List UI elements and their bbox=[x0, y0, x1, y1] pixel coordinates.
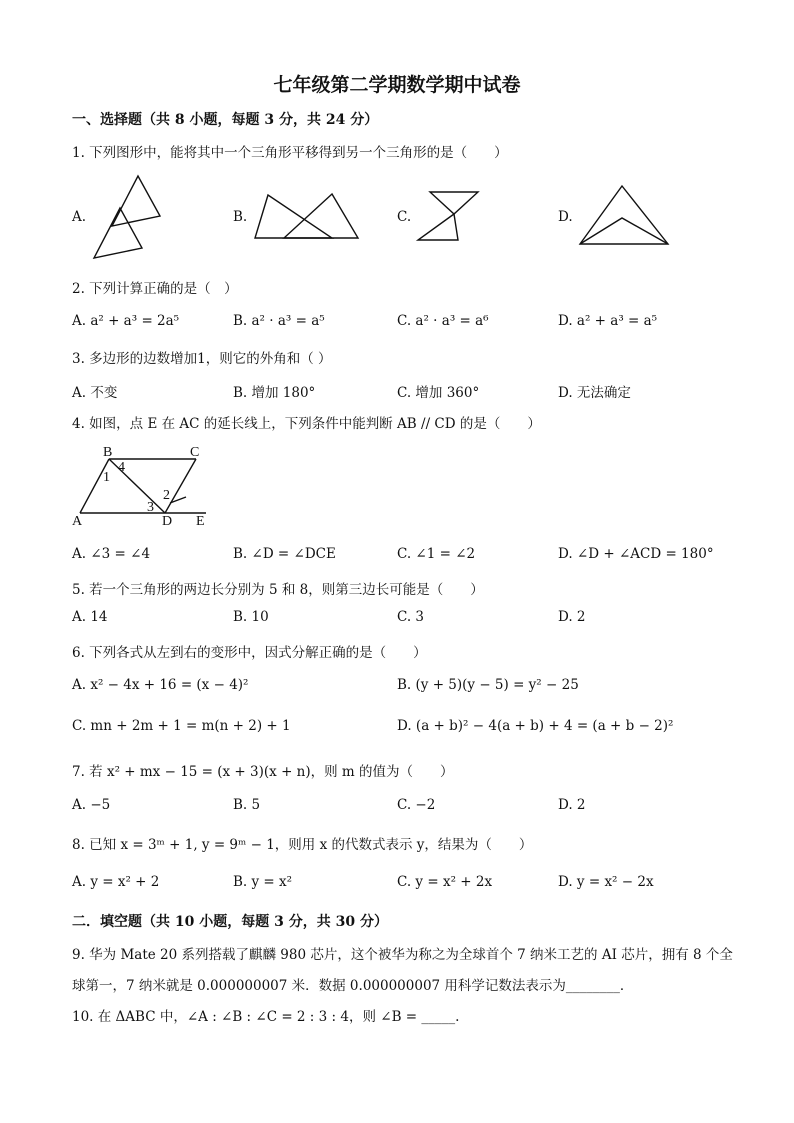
label-C: C bbox=[190, 445, 200, 460]
q4-option-c: C. ∠1 = ∠2 bbox=[397, 546, 476, 562]
q2-option-c: C. a² · a³ = a⁶ bbox=[397, 313, 489, 329]
q1-option-d-label: D. bbox=[558, 209, 573, 225]
q7-option-d: D. 2 bbox=[558, 797, 586, 813]
q7-option-a: A. −5 bbox=[72, 797, 111, 813]
q7-option-c: C. −2 bbox=[397, 797, 436, 813]
q8-option-a: A. y = x² + 2 bbox=[72, 874, 160, 890]
question-9-line-1: 9. 华为 Mate 20 系列搭载了麒麟 980 芯片，这个被华为称之为全球首个 7 纳米工艺的 AI 芯片，拥有 8 个全 bbox=[72, 947, 733, 963]
question-6-stem: 6. 下列各式从左到右的变形中，因式分解正确的是（ ） bbox=[72, 645, 427, 661]
question-1-stem: 1. 下列图形中，能将其中一个三角形平移得到另一个三角形的是（ ） bbox=[72, 145, 508, 161]
q2-option-b: B. a² · a³ = a⁵ bbox=[233, 313, 325, 329]
q1-option-a-label: A. bbox=[72, 209, 87, 225]
q2-option-d: D. a² + a³ = a⁵ bbox=[558, 313, 658, 329]
page-title: 七年级第二学期数学期中试卷 bbox=[273, 74, 521, 96]
q5-option-a: A. 14 bbox=[72, 609, 108, 625]
label-angle-3: 3 bbox=[147, 500, 154, 515]
label-A: A bbox=[72, 514, 83, 529]
label-angle-2: 2 bbox=[163, 488, 170, 503]
section-heading-choice: 一、选择题（共 8 小题，每题 3 分，共 24 分） bbox=[72, 112, 379, 128]
q6-option-b: B. (y + 5)(y − 5) = y² − 25 bbox=[397, 677, 579, 693]
question-7-stem: 7. 若 x² + mx − 15 = (x + 3)(x + n)，则 m 的值为（ ） bbox=[72, 764, 454, 780]
q1-option-c-label: C. bbox=[397, 209, 412, 225]
q5-option-d: D. 2 bbox=[558, 609, 586, 625]
q2-option-a: A. a² + a³ = 2a⁵ bbox=[72, 313, 180, 329]
q5-option-b: B. 10 bbox=[233, 609, 269, 625]
q6-option-c: C. mn + 2m + 1 = m(n + 2) + 1 bbox=[72, 718, 291, 734]
label-D: D bbox=[162, 514, 173, 529]
q8-option-b: B. y = x² bbox=[233, 874, 293, 890]
q6-option-a: A. x² − 4x + 16 = (x − 4)² bbox=[72, 677, 249, 693]
q4-option-a: A. ∠3 = ∠4 bbox=[72, 546, 151, 562]
question-10-stem: 10. 在 ΔABC 中，∠A : ∠B : ∠C = 2 : 3 : 4，则 ∠B = _____. bbox=[72, 1009, 460, 1025]
q4-option-d: D. ∠D + ∠ACD = 180° bbox=[558, 546, 714, 562]
q4-geometry-figure bbox=[0, 0, 794, 560]
question-9-line-2: 球第一，7 纳米就是 0.000000007 米．数据 0.000000007 用科学记数法表示为________． bbox=[72, 978, 634, 994]
q5-option-c: C. 3 bbox=[397, 609, 425, 625]
q3-option-d: D. 无法确定 bbox=[558, 385, 631, 401]
q4-option-b: B. ∠D = ∠DCE bbox=[233, 546, 336, 562]
label-B: B bbox=[103, 445, 113, 460]
q7-option-b: B. 5 bbox=[233, 797, 261, 813]
q3-option-c: C. 增加 360° bbox=[397, 385, 480, 401]
section-heading-fill-in: 二．填空题（共 10 小题，每题 3 分，共 30 分） bbox=[72, 914, 388, 930]
question-5-stem: 5. 若一个三角形的两边长分别为 5 和 8，则第三边长可能是（ ） bbox=[72, 582, 484, 598]
question-4-stem: 4. 如图，点 E 在 AC 的延长线上，下列条件中能判断 AB // CD 的是（ ） bbox=[72, 416, 541, 432]
q3-option-b: B. 增加 180° bbox=[233, 385, 316, 401]
label-angle-4: 4 bbox=[118, 460, 125, 475]
q3-option-a: A. 不变 bbox=[72, 385, 118, 401]
q6-option-d: D. (a + b)² − 4(a + b) + 4 = (a + b − 2)² bbox=[397, 718, 674, 734]
q1-option-b-label: B. bbox=[233, 209, 248, 225]
question-2-stem: 2. 下列计算正确的是（ ） bbox=[72, 281, 238, 297]
question-3-stem: 3. 多边形的边数增加1，则它的外角和（ ） bbox=[72, 351, 332, 367]
question-8-stem: 8. 已知 x = 3ᵐ + 1, y = 9ᵐ − 1，则用 x 的代数式表示 y，结果为（ ） bbox=[72, 837, 533, 853]
label-angle-1: 1 bbox=[103, 470, 110, 485]
q8-option-c: C. y = x² + 2x bbox=[397, 874, 493, 890]
label-E: E bbox=[196, 514, 205, 529]
q8-option-d: D. y = x² − 2x bbox=[558, 874, 654, 890]
